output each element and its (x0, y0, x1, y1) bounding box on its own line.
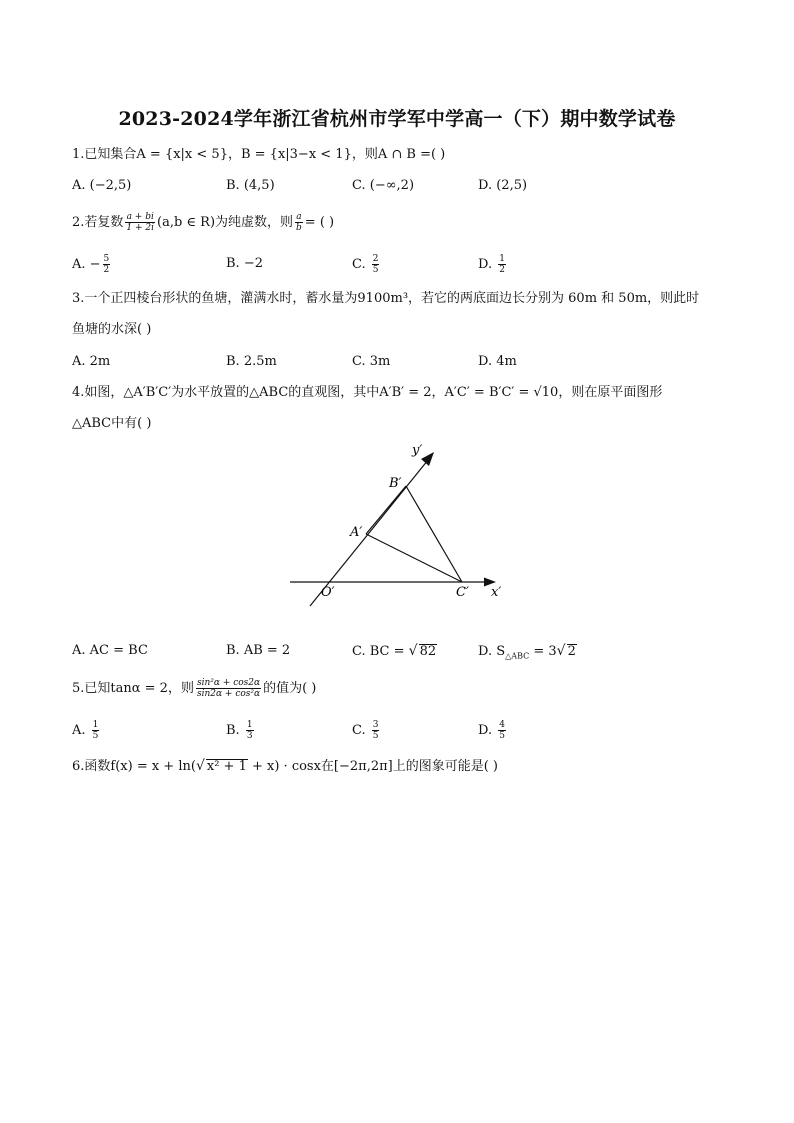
question-2-option-b: B. −2 (226, 256, 263, 271)
question-2-option-d-denominator: 2 (499, 265, 505, 275)
question-4-option-b: B. AB = 2 (226, 643, 291, 658)
question-5-option-b-label: B. (226, 723, 244, 738)
question-2-option-c (352, 254, 381, 275)
y-axis-label: y′ (412, 443, 423, 458)
question-5-option-d (478, 720, 508, 741)
question-1-option-b: B. (4,5) (226, 178, 275, 193)
question-2-option-a-denominator: 2 (103, 265, 110, 275)
oblique-projection-figure (286, 440, 526, 620)
question-3-stem-line-2: 鱼塘的水深( ) (72, 322, 152, 337)
question-2-option-c-fraction (372, 254, 380, 275)
y-axis-arrow (421, 452, 434, 466)
question-2-fraction (125, 212, 155, 233)
question-2-option-a (72, 254, 112, 275)
question-5-option-b (226, 720, 256, 741)
radical-sign: √ (408, 643, 418, 659)
question-2-option-a-numerator: 5 (103, 254, 110, 264)
question-2-stem (72, 212, 334, 233)
question-5-option-c (352, 720, 381, 741)
question-5-suffix: 的值为( ) (263, 681, 317, 696)
question-4-option-d-radicand: 2 (567, 644, 576, 659)
question-4-stem-line-1: 4.如图，△A′B′C′为水平放置的△ABC的直观图，其中A′B′ = 2，A′C′ = B′C′ = √10，则在原平面图形 (72, 385, 663, 400)
question-1-option-d: D. (2,5) (478, 178, 528, 193)
question-1-option-c: C. (−∞,2) (352, 178, 415, 193)
question-2-prefix: 2.若复数 (72, 215, 124, 230)
question-4-option-c (352, 642, 437, 661)
exam-title: 2023-2024学年浙江省杭州市学军中学高一（下）期中数学试卷 (118, 108, 676, 130)
question-6-suffix: + x) · cosx在[−2π,2π]上的图象可能是( ) (247, 759, 499, 774)
question-2-option-d-numerator: 1 (499, 254, 505, 264)
question-5-option-a-denominator: 5 (92, 731, 99, 741)
question-5-option-c-denominator: 5 (372, 731, 379, 741)
question-5-option-d-numerator: 4 (499, 720, 505, 730)
question-1-stem: 1.已知集合A = {x|x < 5}，B = {x|3−x < 1}，则A ∩ B =( ) (72, 147, 446, 162)
question-6-stem (72, 757, 498, 776)
question-5-option-b-numerator: 1 (246, 720, 253, 730)
question-4-stem-line-2: △ABC中有( ) (72, 416, 152, 431)
question-2-ratio (295, 212, 303, 233)
question-2-ratio-numerator: a (296, 212, 302, 222)
question-2-ratio-denominator: b (296, 223, 302, 233)
point-c-label: C′ (456, 585, 469, 600)
question-2-fraction-denominator: 1 + 2i (126, 223, 154, 233)
question-2-option-d-label: D. (478, 257, 497, 272)
question-2-option-a-label: A. − (72, 257, 101, 272)
question-5-fraction-denominator: sin2α + cos²α (196, 689, 261, 699)
question-5-fraction (196, 678, 261, 699)
point-o-label: O′ (321, 585, 335, 600)
question-4-option-d-subscript: △ABC (505, 651, 530, 661)
question-5-option-c-numerator: 3 (372, 720, 379, 730)
question-5-option-c-fraction (372, 720, 380, 741)
question-5-option-d-denominator: 5 (499, 731, 505, 741)
point-a-label: A′ (350, 525, 363, 540)
x-axis-label: x′ (491, 585, 502, 600)
question-5-option-d-label: D. (478, 723, 497, 738)
question-4-option-d-label: D. S (478, 644, 506, 659)
radical-sign: √ (195, 758, 205, 774)
question-3-option-d: D. 4m (478, 354, 517, 369)
question-3-option-b: B. 2.5m (226, 354, 277, 369)
question-2-option-d-fraction (498, 254, 506, 275)
question-5-option-a-label: A. (72, 723, 90, 738)
question-5-option-a-numerator: 1 (92, 720, 99, 730)
question-5-option-b-fraction (246, 720, 254, 741)
question-5-stem (72, 678, 316, 699)
question-4-option-d (478, 642, 577, 666)
question-2-middle: (a,b ∈ R)为纯虚数，则 (157, 215, 294, 230)
question-3-option-a: A. 2m (72, 354, 111, 369)
question-5-option-a-fraction (92, 720, 100, 741)
question-5-option-c-label: C. (352, 723, 370, 738)
question-4-option-c-label: C. BC = (352, 644, 409, 659)
question-5-option-d-fraction (498, 720, 506, 741)
question-5-option-a (72, 720, 101, 741)
segment-a-b (366, 486, 406, 534)
question-5-prefix: 5.已知tanα = 2，则 (72, 681, 194, 696)
question-5-fraction-numerator: sin²α + cos2α (196, 678, 261, 688)
question-4-option-d-equals: = 3 (529, 644, 557, 659)
question-1-option-a: A. (−2,5) (72, 178, 132, 193)
question-2-suffix: = ( ) (304, 215, 335, 230)
question-5-option-b-denominator: 3 (246, 731, 253, 741)
question-2-option-c-denominator: 5 (372, 265, 379, 275)
question-2-fraction-numerator: a + bi (126, 212, 154, 222)
question-3-stem-line-1: 3.一个正四棱台形状的鱼塘，灌满水时，蓄水量为9100m³，若它的两底面边长分别为 60m 和 50m，则此时 (72, 291, 700, 306)
question-2-option-d (478, 254, 508, 275)
question-6-radicand: x² + 1 (206, 759, 247, 774)
question-4-option-c-radicand: 82 (419, 644, 437, 659)
radical-sign: √ (556, 643, 566, 659)
question-2-option-c-label: C. (352, 257, 370, 272)
question-2-option-c-numerator: 2 (372, 254, 379, 264)
point-b-label: B′ (389, 476, 402, 491)
question-4-option-a: A. AC = BC (72, 643, 148, 658)
question-2-option-a-fraction (103, 254, 111, 275)
question-6-prefix: 6.函数f(x) = x + ln( (72, 759, 196, 774)
question-3-option-c: C. 3m (352, 354, 391, 369)
